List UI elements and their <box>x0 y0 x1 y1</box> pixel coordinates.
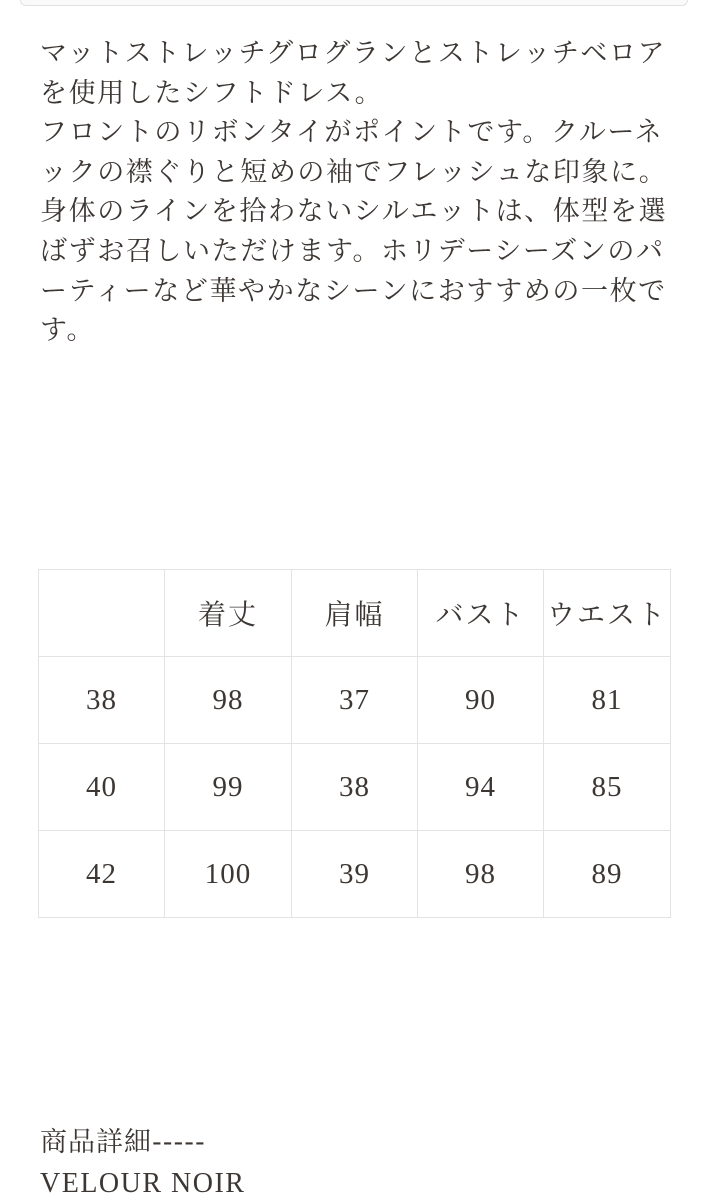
table-row <box>39 831 671 918</box>
previous-section-edge <box>20 0 688 6</box>
size-chart-header-row <box>39 570 671 657</box>
header-cell-corner <box>39 570 165 657</box>
bust-cell: 90 <box>418 657 544 744</box>
size-cell: 42 <box>39 831 165 918</box>
brand-name: VELOUR NOIR <box>40 1168 246 1199</box>
shoulder-cell: 39 <box>292 831 418 918</box>
size-chart-table <box>38 569 671 918</box>
waist-cell: 85 <box>544 744 671 831</box>
length-cell: 99 <box>165 744 292 831</box>
product-description: マットストレッチグログランとストレッチベロアを使用したシフトドレス。 フロントのリボンタイがポイントです。クルーネックの襟ぐりと短めの袖でフレッシュな印象に。身体のラインを拾わないシルエットは、体型を選ばずお召しいただけます。ホリデーシーズンのパーティーなど華やかなシーンにおすすめの一枚です。 <box>40 38 668 347</box>
size-cell: 40 <box>39 744 165 831</box>
header-cell-shoulder: 肩幅 <box>292 570 418 657</box>
header-cell-length: 着丈 <box>165 570 292 657</box>
table-row <box>39 744 671 831</box>
length-cell: 100 <box>165 831 292 918</box>
header-cell-waist: ウエスト <box>544 570 671 657</box>
header-cell-bust: バスト <box>418 570 544 657</box>
product-details-label: 商品詳細----- <box>40 1127 206 1158</box>
bust-cell: 98 <box>418 831 544 918</box>
bust-cell: 94 <box>418 744 544 831</box>
shoulder-cell: 38 <box>292 744 418 831</box>
table-row <box>39 657 671 744</box>
waist-cell: 89 <box>544 831 671 918</box>
shoulder-cell: 37 <box>292 657 418 744</box>
waist-cell: 81 <box>544 657 671 744</box>
length-cell: 98 <box>165 657 292 744</box>
size-cell: 38 <box>39 657 165 744</box>
